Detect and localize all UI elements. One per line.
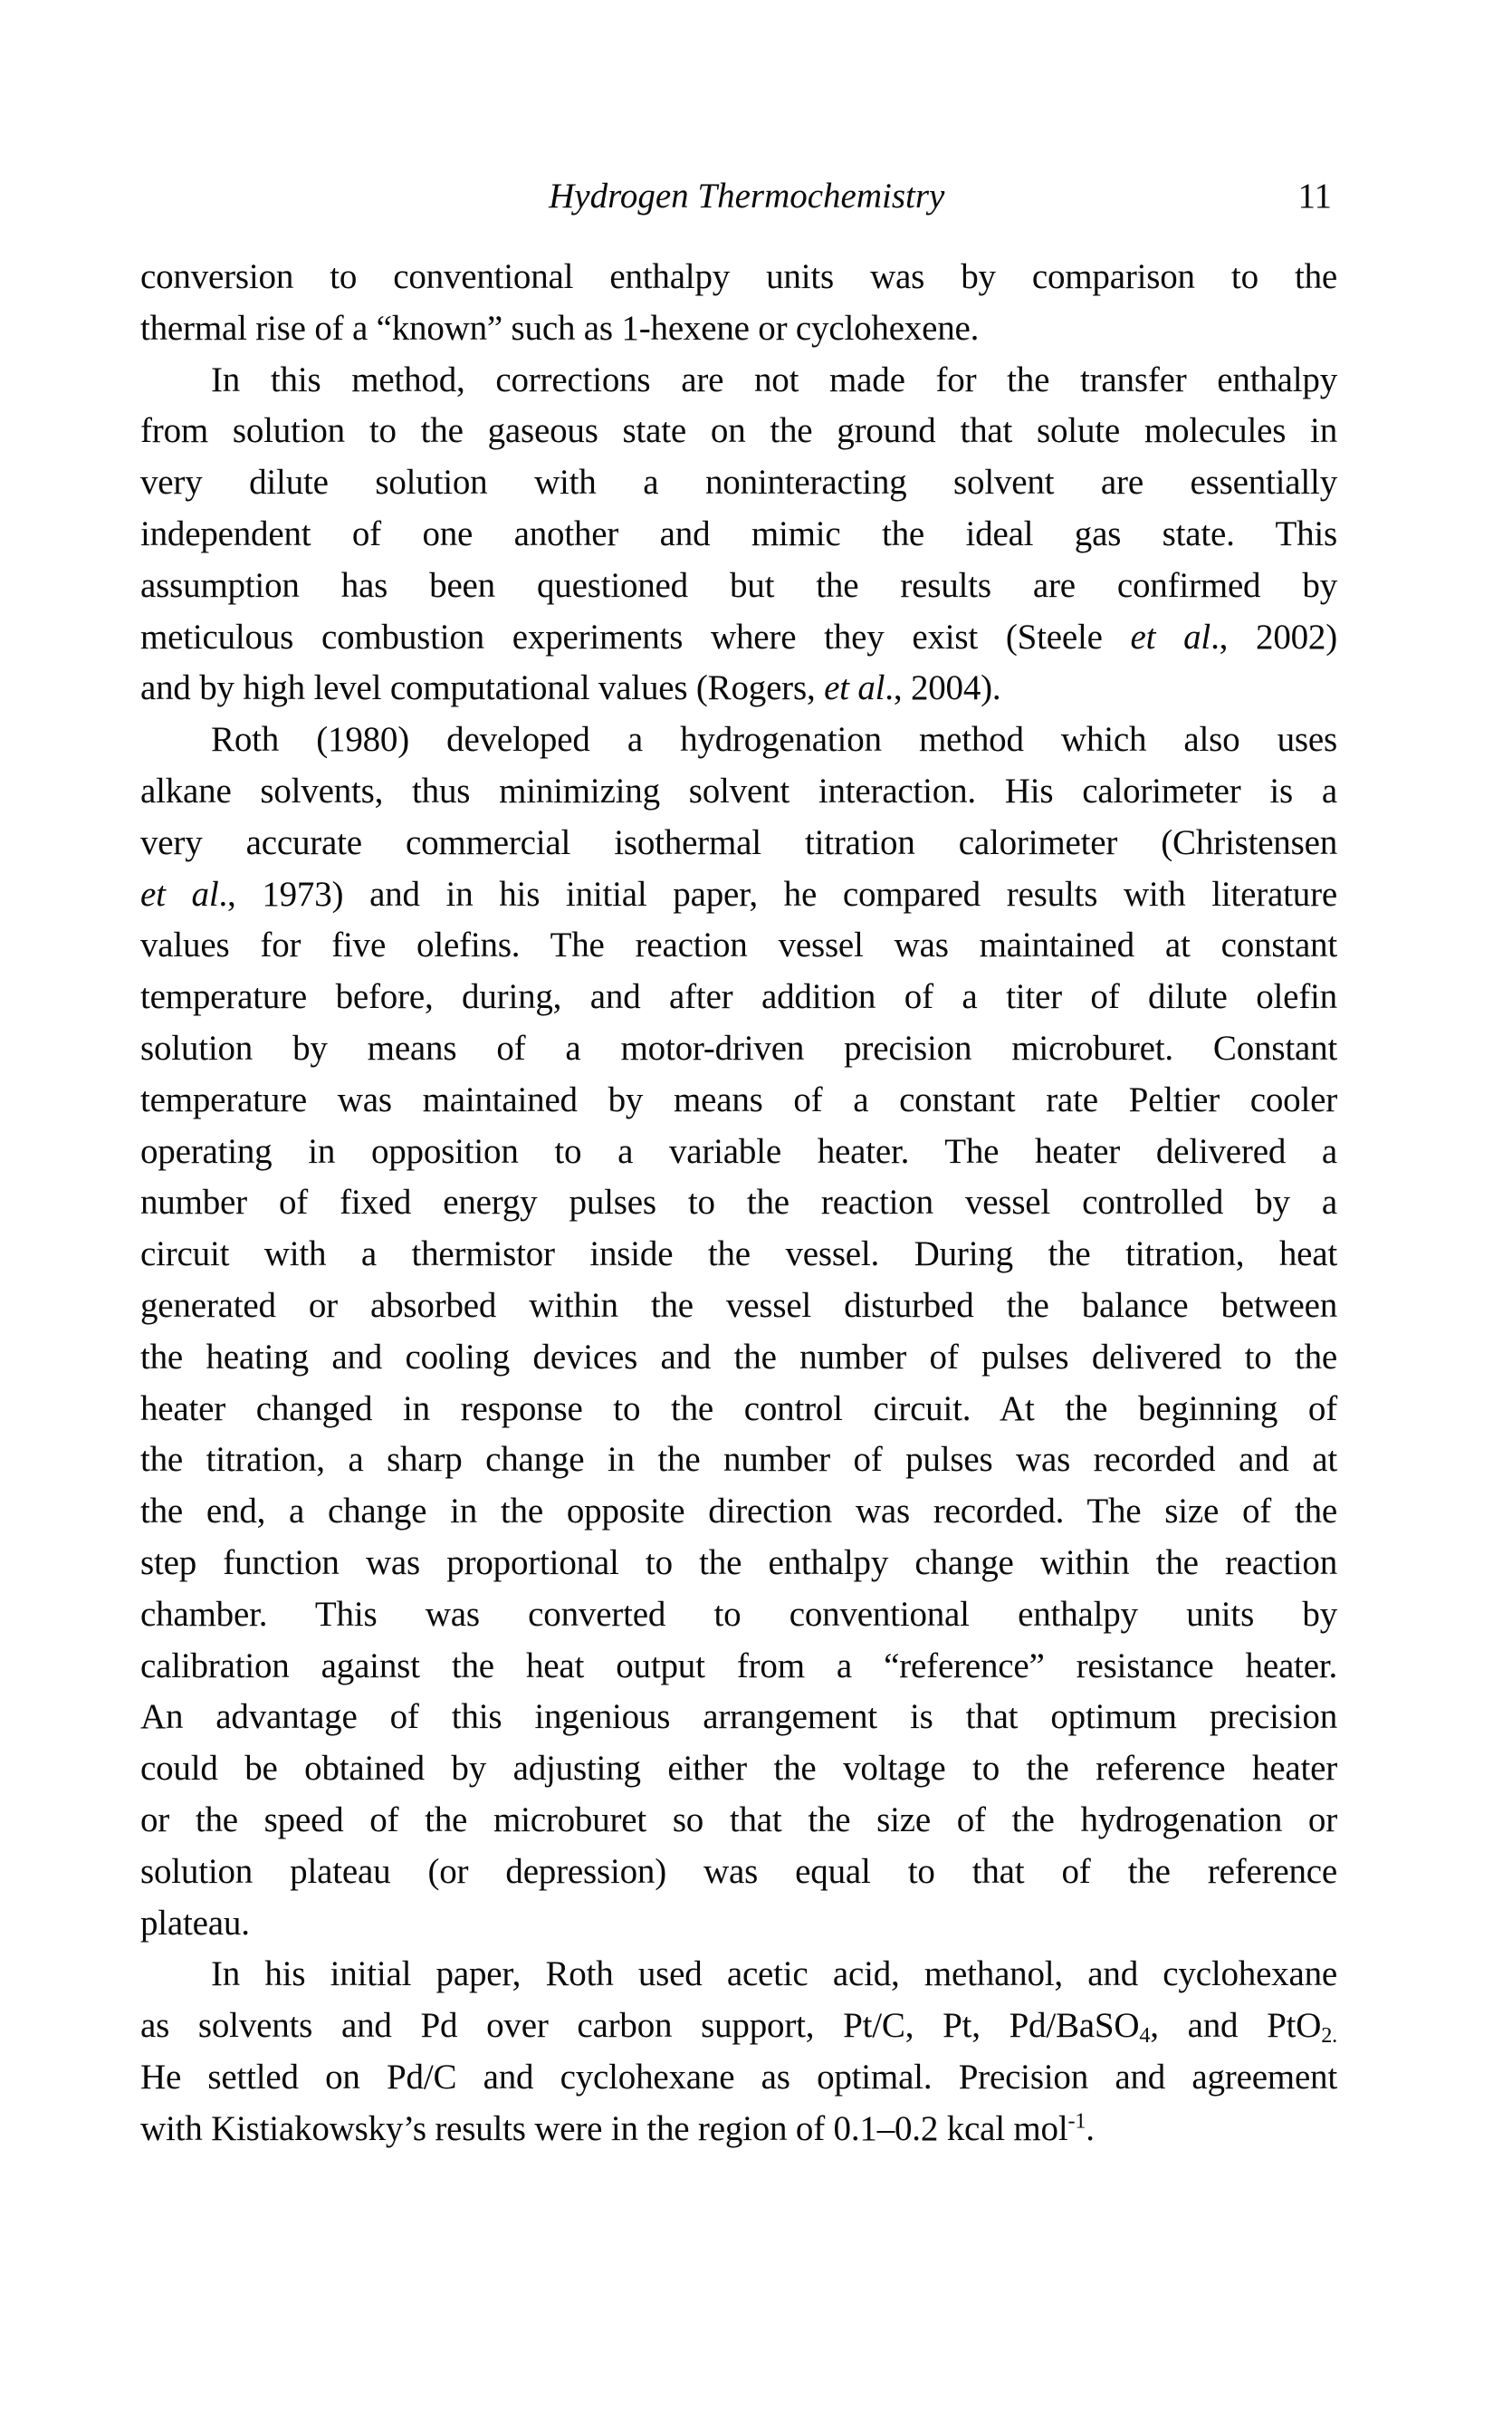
text-segment: In this method, corrections are not made for the transfer enthalpy [211, 360, 1337, 399]
text-segment: solution by means of a motor-driven precision microburet. Constant [140, 1028, 1337, 1068]
text-segment: alkane solvents, thus minimizing solvent interaction. His calorimeter is a [140, 771, 1337, 811]
text-segment: generated or absorbed within the vessel disturbed the balance between [140, 1285, 1337, 1325]
text-segment: In his initial paper, Roth used acetic acid, methanol, and cyclohexane [211, 1954, 1337, 1994]
text-line [140, 715, 1337, 766]
text-line [140, 1281, 1337, 1332]
text-line [140, 766, 1337, 818]
text-segment: solution plateau (or depression) was equal to that of the reference [140, 1851, 1337, 1891]
text-segment: 2. [1321, 2023, 1337, 2049]
text-line [140, 1486, 1337, 1538]
text-segment: the end, a change in the opposite direction was recorded. The size of the [140, 1492, 1337, 1531]
text-segment: or the speed of the microburet so that the size of the hydrogenation or [140, 1800, 1337, 1839]
page-number: 11 [1297, 177, 1332, 216]
text-segment: calibration against the heat output from a “reference” resistance heater. [140, 1646, 1337, 1685]
text-segment: An advantage of this ingenious arrangement is that optimum precision [140, 1697, 1337, 1737]
text-segment: thermal rise of a “known” such as 1-hexene or cyclohexene. [140, 308, 980, 348]
text-segment: heater changed in response to the control circuit. At the beginning of [140, 1388, 1337, 1428]
text-line [140, 1743, 1337, 1795]
text-line [140, 2104, 1337, 2155]
text-line [140, 2001, 1337, 2052]
text-segment: . [1086, 2108, 1095, 2148]
text-line [140, 1229, 1337, 1281]
text-segment: He settled on Pd/C and cyclohexane as optimal. Precision and agreement [140, 2057, 1337, 2097]
text-segment: et al [140, 874, 219, 914]
text-line [140, 406, 1337, 457]
text-segment: -1 [1067, 2108, 1086, 2134]
text-segment: temperature before, during, and after addition of a titer of dilute olefin [140, 977, 1337, 1017]
text-segment: operating in opposition to a variable heater. The heater delivered a [140, 1131, 1337, 1171]
text-line [140, 1692, 1337, 1743]
text-segment: from solution to the gaseous state on the ground that solute molecules in [140, 411, 1337, 451]
text-line [140, 1127, 1337, 1178]
text-segment: plateau. [140, 1903, 250, 1943]
text-line [140, 303, 1337, 355]
text-segment: independent of one another and mimic the ideal gas state. This [140, 513, 1337, 553]
text-segment: as solvents and Pd over carbon support, Pt/C, Pt, Pd/BaSO [140, 2006, 1140, 2046]
text-segment: the heating and cooling devices and the number of pulses delivered to the [140, 1337, 1337, 1377]
text-segment: could be obtained by adjusting either the voltage to the reference heater [140, 1749, 1337, 1789]
text-line [140, 818, 1337, 869]
text-segment: number of fixed energy pulses to the reaction vessel controlled by a [140, 1183, 1337, 1223]
text-segment: conversion to conventional enthalpy units was by comparison to the [140, 257, 1337, 296]
text-line [140, 1847, 1337, 1898]
text-line [140, 1023, 1337, 1075]
text-line [140, 1075, 1337, 1127]
text-line [140, 1641, 1337, 1693]
text-line [140, 561, 1337, 612]
text-line [140, 1435, 1337, 1486]
text-segment: Roth (1980) developed a hydrogenation method which also uses [211, 720, 1337, 760]
running-title: Hydrogen Thermochemistry [549, 177, 945, 216]
text-segment: values for five olefins. The reaction vessel was maintained at constant [140, 926, 1337, 965]
text-line [140, 1589, 1337, 1641]
text-segment: temperature was maintained by means of a constant rate Peltier cooler [140, 1080, 1337, 1119]
text-line [140, 509, 1337, 561]
text-segment: ., 1973) and in his initial paper, he compared results with literature [218, 874, 1337, 914]
page-body [140, 252, 1337, 2155]
text-line [140, 972, 1337, 1023]
text-segment: ., 2004). [885, 668, 1001, 708]
text-line [140, 1332, 1337, 1384]
text-line [140, 252, 1337, 303]
text-segment: ., 2002) [1211, 617, 1338, 657]
text-segment: et al [1130, 617, 1211, 657]
text-line [140, 1177, 1337, 1229]
text-segment: with Kistiakowsky’s results were in the region of 0.1–0.2 kcal mol [140, 2108, 1068, 2148]
text-segment: very dilute solution with a noninteracting solvent are essentially [140, 463, 1337, 503]
text-line [140, 612, 1337, 664]
text-line [140, 1795, 1337, 1847]
text-line [140, 2052, 1337, 2104]
text-segment: very accurate commercial isothermal titration calorimeter (Christensen [140, 822, 1337, 862]
text-segment: the titration, a sharp change in the number of pulses was recorded and at [140, 1440, 1337, 1480]
text-line [140, 457, 1337, 509]
text-segment: chamber. This was converted to conventional enthalpy units by [140, 1594, 1337, 1634]
text-segment: et al [824, 668, 885, 708]
text-segment: circuit with a thermistor inside the vessel. During the titration, heat [140, 1234, 1337, 1274]
running-header [140, 174, 1337, 219]
text-line [140, 1538, 1337, 1589]
text-segment: assumption has been questioned but the results are confirmed by [140, 565, 1337, 605]
text-line [140, 663, 1337, 715]
text-line [140, 355, 1337, 407]
text-line [140, 869, 1337, 921]
text-segment: 4 [1139, 2023, 1151, 2049]
text-line [140, 1898, 1337, 1950]
text-line [140, 1384, 1337, 1435]
text-segment: step function was proportional to the enthalpy change within the reaction [140, 1542, 1337, 1582]
text-line [140, 920, 1337, 972]
text-segment: meticulous combustion experiments where they exist (Steele [140, 617, 1131, 657]
text-line [140, 1949, 1337, 2001]
text-segment: and by high level computational values (Rogers, [140, 668, 825, 708]
text-segment: , and PtO [1150, 2006, 1322, 2046]
